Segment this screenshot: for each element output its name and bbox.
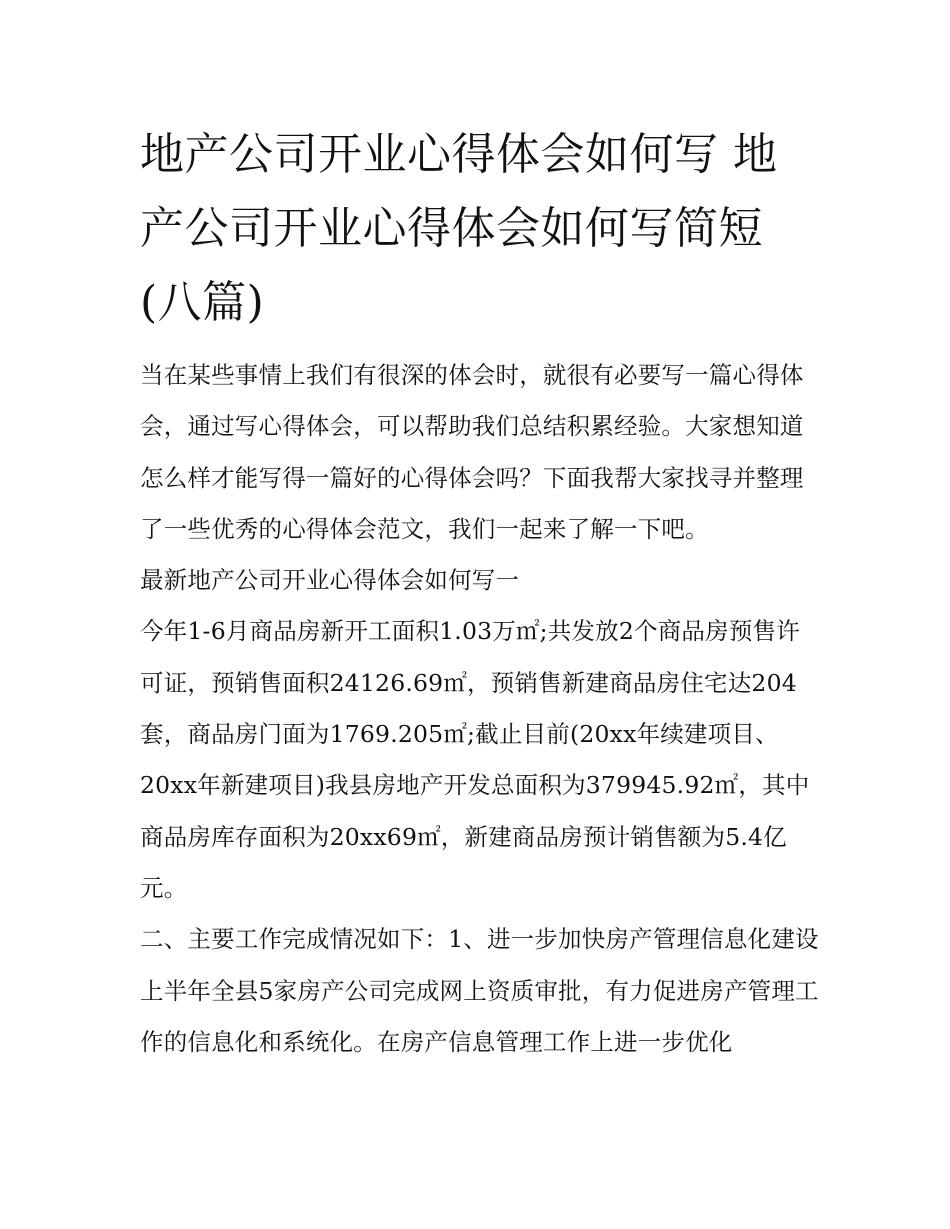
document-body	[140, 118, 820, 1068]
section-heading: 最新地产公司开业心得体会如何写一	[140, 566, 520, 595]
document-title: 地产公司开业心得体会如何写 地产公司开业心得体会如何写简短(八篇)	[140, 129, 778, 328]
intro-paragraph: 当在某些事情上我们有很深的体会时，就很有必要写一篇心得体会，通过写心得体会，可以帮助我们总结积累经验。大家想知道怎么样才能写得一篇好的心得体会吗？下面我帮大家找寻并整理了一些优秀的心得体会范文，我们一起来了解一下吧。	[140, 361, 804, 543]
statistics-paragraph: 今年1-6月商品房新开工面积1.03万㎡;共发放2个商品房预售许可证，预销售面积24126.69㎡，预销售新建商品房住宅达204套，商品房门面为1769.205㎡;截止目前(20xx年续建项目、20xx年新建项目)我县房地产开发总面积为379945.92㎡，其中商品房库存面积为20xx69㎡，新建商品房预计销售额为5.4亿元。	[140, 617, 810, 902]
informatization-paragraph: 上半年全县5家房产公司完成网上资质审批，有力促进房产管理工作的信息化和系统化。在房产信息管理工作上进一步优化	[140, 976, 819, 1056]
work-summary-heading: 二、主要工作完成情况如下：1、进一步加快房产管理信息化建设	[140, 925, 819, 954]
